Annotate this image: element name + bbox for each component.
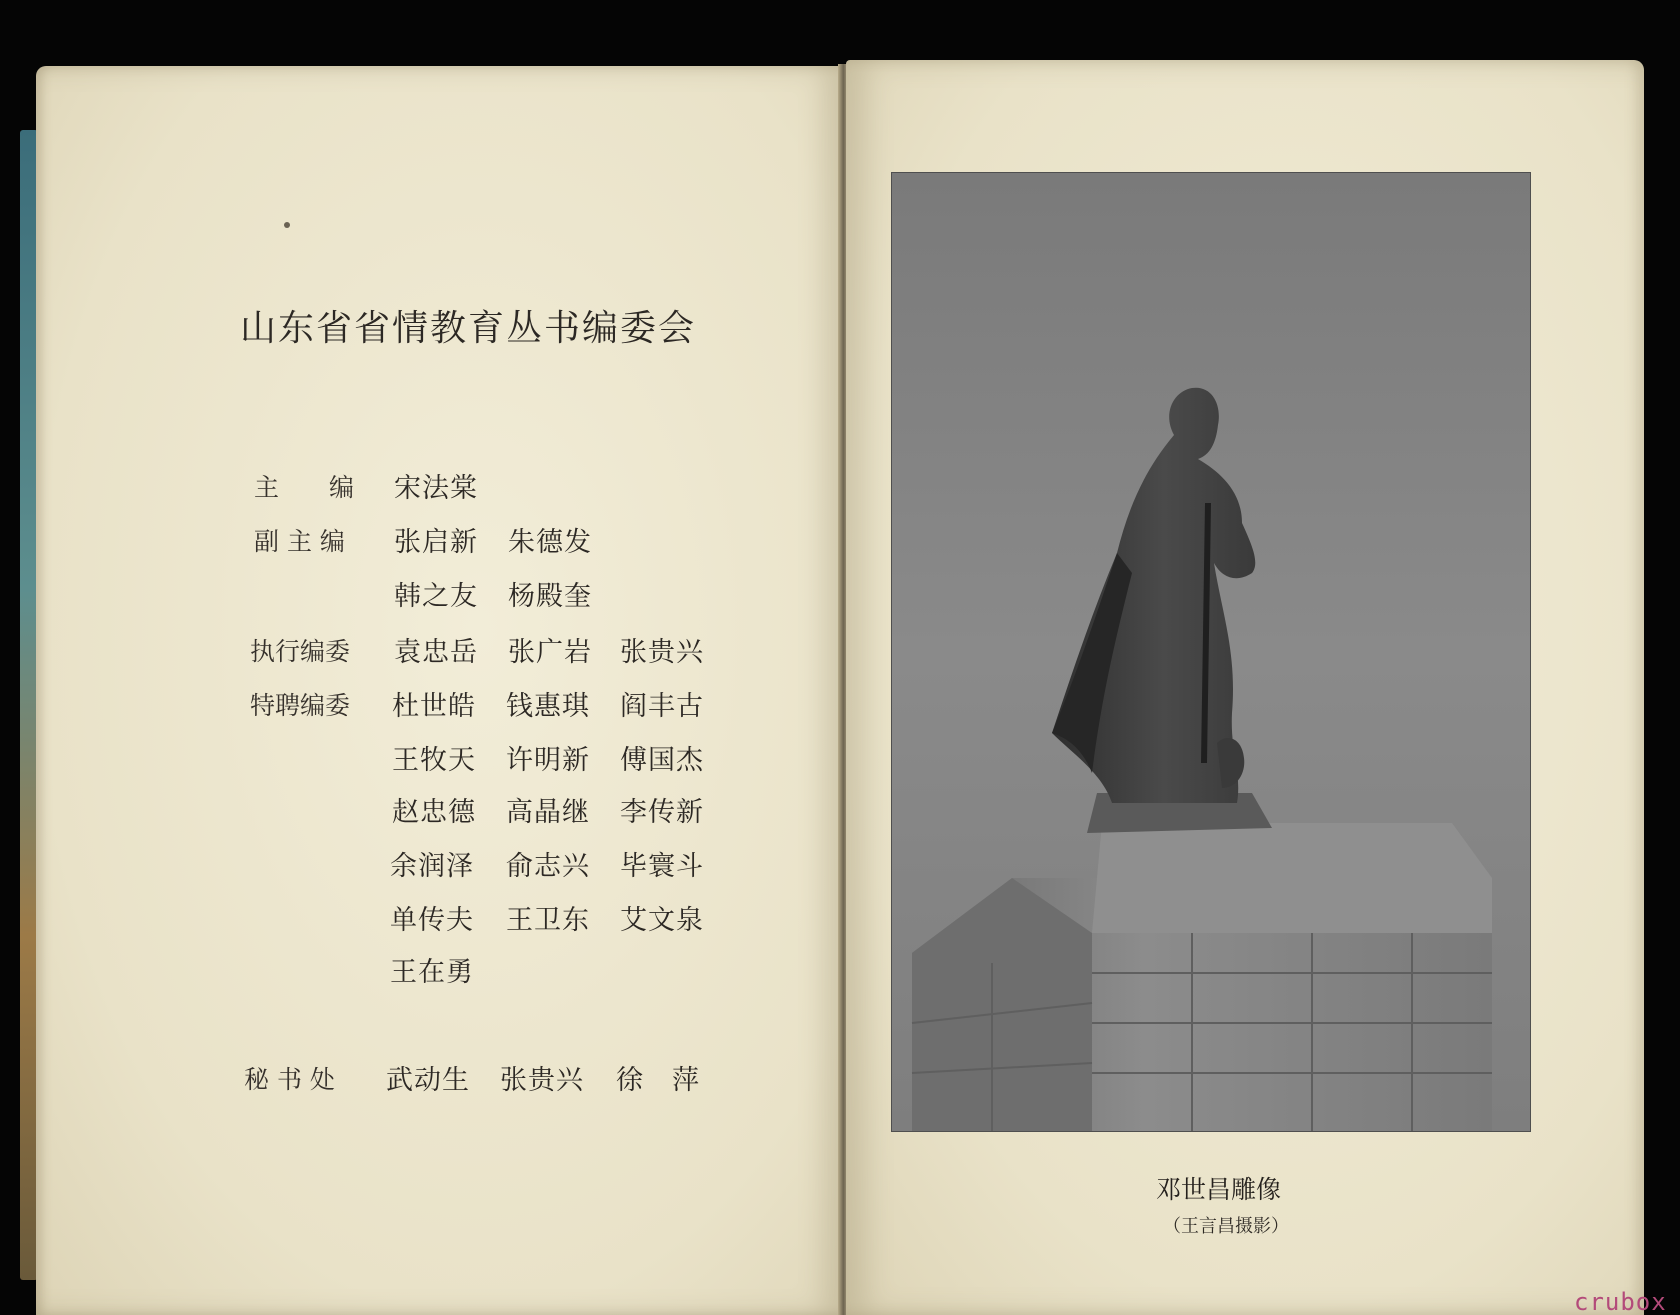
member-name: 赵忠德 xyxy=(392,797,476,828)
member-name: 王牧天 xyxy=(392,745,476,776)
role-label: 执行编委 xyxy=(250,637,351,666)
member-name: 毕寰斗 xyxy=(620,851,704,882)
photo-credit: （王言昌摄影） xyxy=(1163,1216,1289,1237)
pedestal-top xyxy=(1092,823,1492,933)
member-name: 朱德发 xyxy=(508,527,592,558)
member-name: 单传夫 xyxy=(390,905,474,936)
member-name: 杜世皓 xyxy=(392,691,476,722)
member-name: 袁忠岳 xyxy=(394,637,478,668)
member-name: 王卫东 xyxy=(506,905,590,936)
member-name: 许明新 xyxy=(506,745,590,776)
member-name: 杨殿奎 xyxy=(508,581,592,612)
member-name: 张贵兴 xyxy=(620,637,704,668)
member-name: 艾文泉 xyxy=(620,905,704,936)
member-name: 张启新 xyxy=(394,527,478,558)
member-name: 张贵兴 xyxy=(500,1065,584,1096)
member-name: 韩之友 xyxy=(394,581,478,612)
committee-title: 山东省省情教育丛书编委会 xyxy=(240,308,697,349)
member-name: 高晶继 xyxy=(506,797,590,828)
member-name: 傅国杰 xyxy=(620,745,704,776)
watermark: crubox xyxy=(1574,1288,1667,1315)
member-name: 徐 萍 xyxy=(616,1065,700,1096)
role-label: 秘 书 处 xyxy=(244,1065,335,1094)
member-name: 钱惠琪 xyxy=(506,691,590,722)
member-name: 阎丰古 xyxy=(620,691,704,722)
member-name: 李传新 xyxy=(620,797,704,828)
role-label: 特聘编委 xyxy=(250,691,351,720)
member-name: 王在勇 xyxy=(390,957,474,988)
member-name: 余润泽 xyxy=(390,851,474,882)
role-label: 主 编 xyxy=(254,473,355,502)
member-name: 宋法棠 xyxy=(394,473,478,504)
member-name: 张广岩 xyxy=(508,637,592,668)
member-name: 武动生 xyxy=(386,1065,470,1096)
statue-photo xyxy=(891,172,1531,1132)
role-label: 副 主 编 xyxy=(254,527,345,556)
member-name: 俞志兴 xyxy=(506,851,590,882)
photo-caption: 邓世昌雕像 xyxy=(1156,1175,1282,1204)
statue-sword xyxy=(1204,503,1208,763)
print-speck xyxy=(284,222,290,228)
